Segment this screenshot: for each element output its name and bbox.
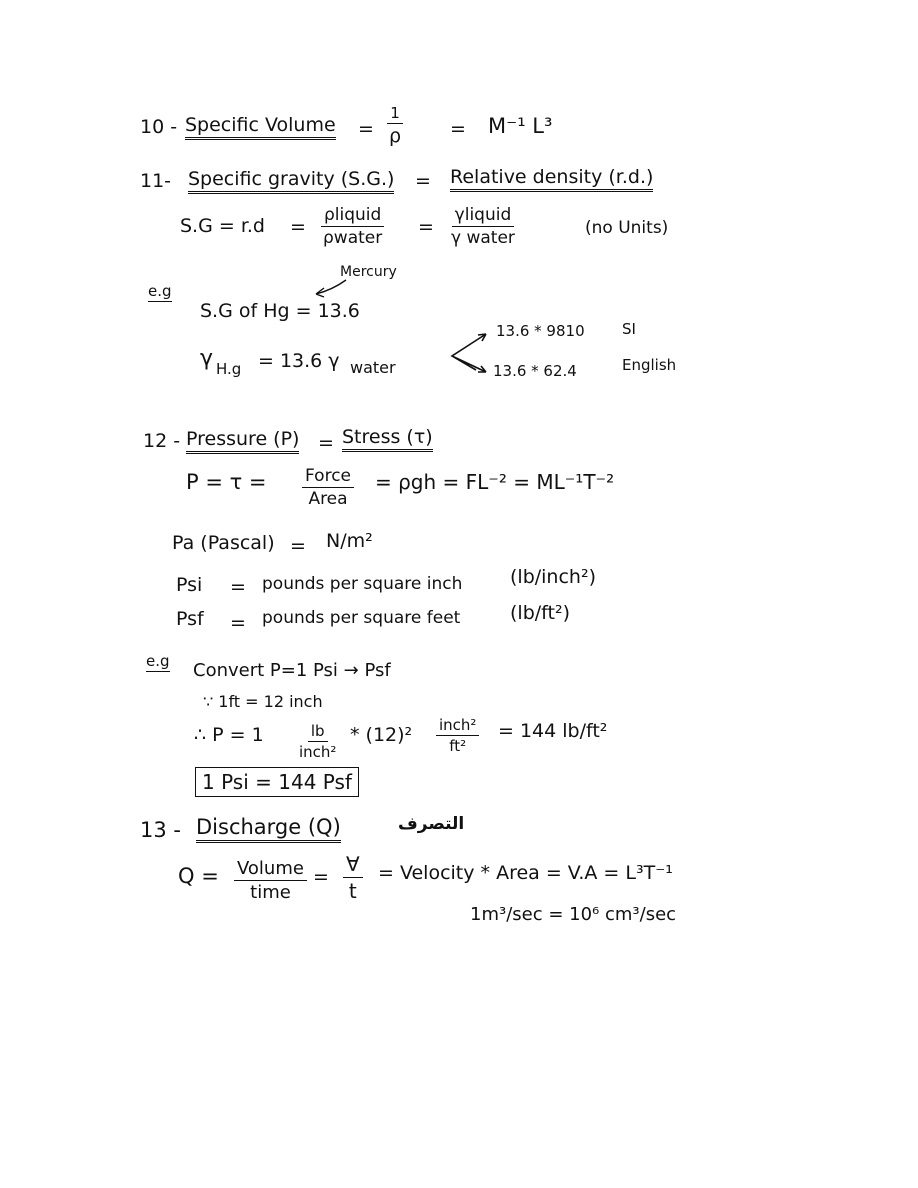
- s10-frac-den: ρ: [389, 125, 402, 147]
- s11-gamma-sub2: water: [350, 358, 396, 377]
- s13-time: time: [250, 882, 291, 903]
- s11-title: Specific gravity (S.G.): [188, 168, 394, 194]
- s12-force-area: [302, 466, 354, 509]
- s12-inch2: inch²: [299, 743, 337, 761]
- s13-title: Discharge (Q): [196, 815, 341, 843]
- branch-arrows-icon: [448, 326, 494, 380]
- s10-frac-num: 1: [387, 104, 403, 124]
- s12-psf-unit: (lb/ft²): [510, 602, 570, 624]
- s10-fraction: [386, 104, 404, 147]
- s12-pa-val: N/m²: [326, 530, 373, 552]
- s12-inch2b: inch²: [436, 716, 479, 736]
- s11-gamma-fraction: [448, 205, 518, 248]
- s12-psi-desc: pounds per square inch: [262, 574, 463, 594]
- s12-lb-inch2: [296, 722, 339, 761]
- s12-pa: Pa (Pascal): [172, 532, 275, 554]
- s12-eq: =: [318, 432, 334, 454]
- s11-gamma-den: γ water: [451, 228, 515, 248]
- s11-eq: =: [415, 170, 431, 192]
- s11-rho-num: ρliquid: [321, 205, 384, 227]
- s12-since: ∵ 1ft = 12 inch: [203, 692, 323, 711]
- s11-eq2: =: [418, 216, 434, 238]
- s12-title2: Stress (τ): [342, 426, 433, 452]
- s13-vol-t: [343, 852, 363, 903]
- s12-area: Area: [308, 489, 348, 509]
- s12-psf: Psf: [176, 608, 204, 630]
- s11-rho-fraction: [320, 205, 385, 248]
- s11-branch-si: SI: [622, 320, 636, 338]
- s10-eq2: =: [450, 118, 466, 140]
- s12-number: 12 -: [143, 430, 181, 452]
- s13-volume: Volume: [234, 858, 307, 881]
- s11-number: 11-: [140, 170, 172, 192]
- s10-dims: M⁻¹ L³: [488, 114, 553, 138]
- s12-inch2-ft2: [436, 716, 479, 755]
- s12-psi-eq: =: [230, 576, 246, 598]
- s10-number: 10 -: [140, 116, 178, 138]
- s12-force: Force: [302, 466, 354, 488]
- s12-psf-eq: =: [230, 612, 246, 634]
- s13-vol-sym: ∀: [343, 852, 363, 878]
- s10-title: Specific Volume: [185, 114, 336, 140]
- s12-pa-eq: =: [290, 535, 306, 557]
- s12-title: Pressure (P): [186, 428, 299, 454]
- s12-eg: e.g: [146, 652, 170, 670]
- s13-rest: = Velocity * Area = V.A = L³T⁻¹: [378, 862, 673, 884]
- s12-convert: Convert P=1 Psi → Psf: [193, 660, 391, 681]
- s12-psi: Psi: [176, 574, 203, 596]
- s11-note: (no Units): [585, 218, 669, 238]
- s12-psi-unit: (lb/inch²): [510, 566, 596, 588]
- s12-times: * (12)²: [350, 724, 413, 746]
- mercury-arrow-icon: [310, 276, 350, 298]
- s12-lb: lb: [308, 722, 328, 742]
- s13-arabic: التصرف: [398, 814, 465, 834]
- s13-conv: 1m³/sec = 10⁶ cm³/sec: [470, 904, 677, 925]
- s11-branch-en-val: 13.6 * 62.4: [493, 362, 577, 380]
- s11-sg-hg: S.G of Hg = 13.6: [200, 300, 360, 322]
- s10-eq1: =: [358, 118, 374, 140]
- s12-psf-desc: pounds per square feet: [262, 608, 461, 628]
- s12-ft2: ft²: [449, 737, 467, 755]
- s13-volume-time: [234, 858, 307, 903]
- s11-branch-si-val: 13.6 * 9810: [496, 322, 585, 340]
- s11-title2: Relative density (r.d.): [450, 166, 653, 192]
- s12-lhs: P = τ =: [186, 470, 267, 494]
- s13-t: t: [348, 879, 357, 903]
- s12-therefore: ∴ P = 1: [194, 724, 264, 746]
- s11-branch-en: English: [622, 356, 677, 374]
- s11-mercury-note: Mercury: [340, 264, 397, 280]
- s11-gamma-lhs: γ: [200, 346, 214, 371]
- s11-eg: e.g: [148, 282, 172, 300]
- s13-lhs: Q =: [178, 864, 219, 888]
- s11-gamma-rhs: = 13.6 γ: [258, 350, 340, 372]
- s11-gamma-num: γliquid: [452, 205, 515, 227]
- s13-number: 13 -: [140, 818, 181, 842]
- s11-gamma-sub: H.g: [216, 360, 242, 378]
- s12-boxed-result: 1 Psi = 144 Psf: [195, 767, 359, 797]
- s12-result: = 144 lb/ft²: [498, 720, 608, 742]
- s13-eq2: =: [313, 866, 329, 888]
- s12-rest: = ρgh = FL⁻² = ML⁻¹T⁻²: [375, 470, 615, 494]
- s11-lhs: S.G = r.d: [180, 215, 265, 237]
- s11-eq1: =: [290, 216, 306, 238]
- s11-rho-den: ρwater: [323, 228, 383, 248]
